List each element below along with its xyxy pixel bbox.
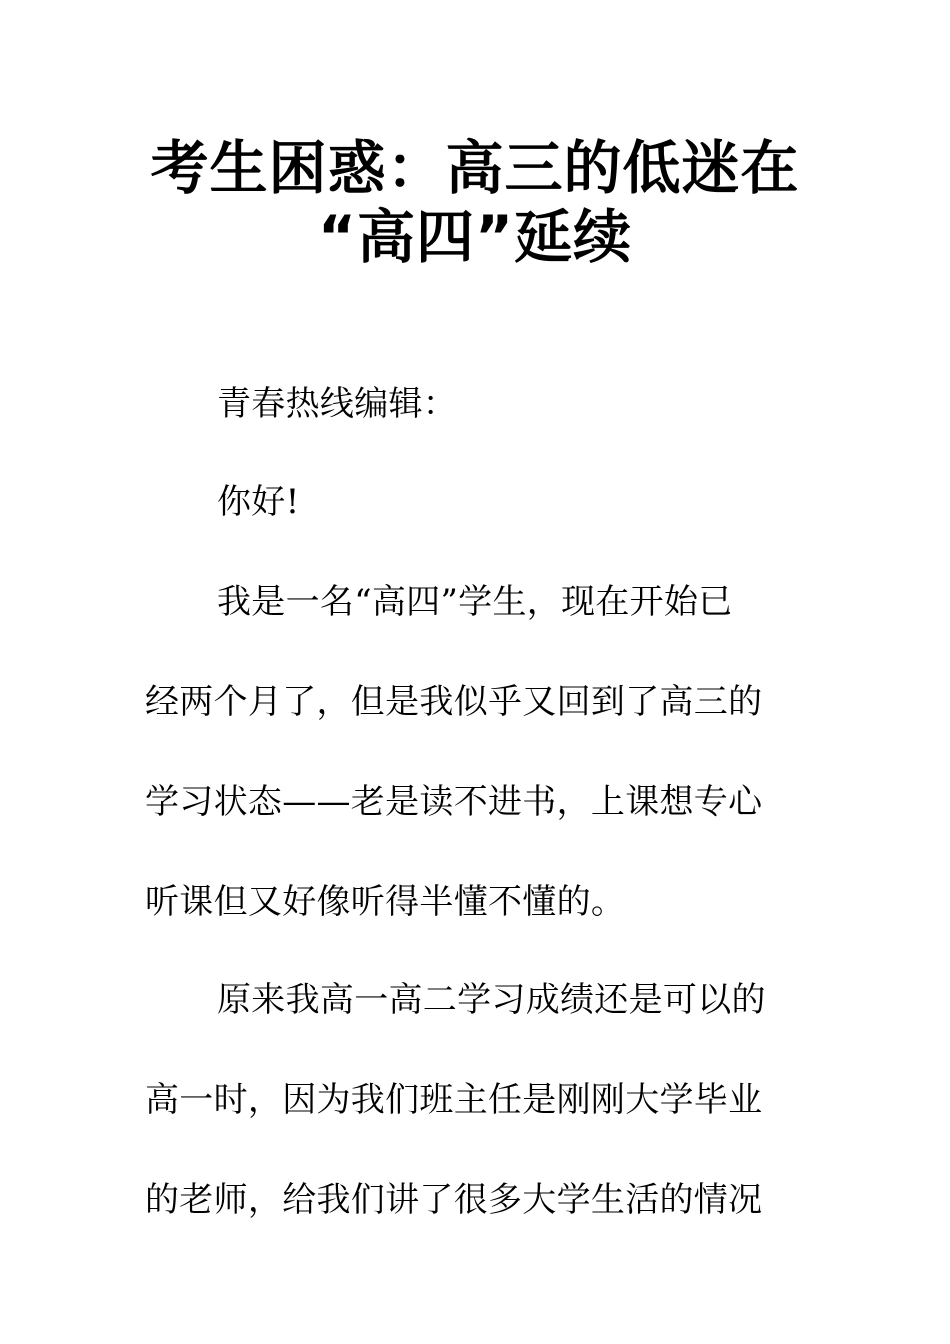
paragraph-line: 的老师，给我们讲了很多大学生活的情况 xyxy=(145,1180,763,1220)
title-line-2: “高四”延续 xyxy=(317,203,633,271)
paragraph-line: 我是一名“高四”学生，现在开始已 xyxy=(217,582,733,622)
title-line-1: 考生困惑：高三的低迷在 xyxy=(150,134,800,202)
greeting: 你好! xyxy=(217,482,300,522)
salutation: 青春热线编辑： xyxy=(217,384,458,424)
document-title xyxy=(130,134,820,272)
paragraph-line: 高一时，因为我们班主任是刚刚大学毕业 xyxy=(145,1080,763,1120)
paragraph-line: 原来我高一高二学习成绩还是可以的 xyxy=(217,980,766,1020)
paragraph-line: 学习状态——老是读不进书，上课想专心 xyxy=(145,782,763,822)
paragraph-line: 经两个月了，但是我似乎又回到了高三的 xyxy=(145,682,763,722)
paragraph-line: 听课但又好像听得半懂不懂的。 xyxy=(145,882,626,922)
